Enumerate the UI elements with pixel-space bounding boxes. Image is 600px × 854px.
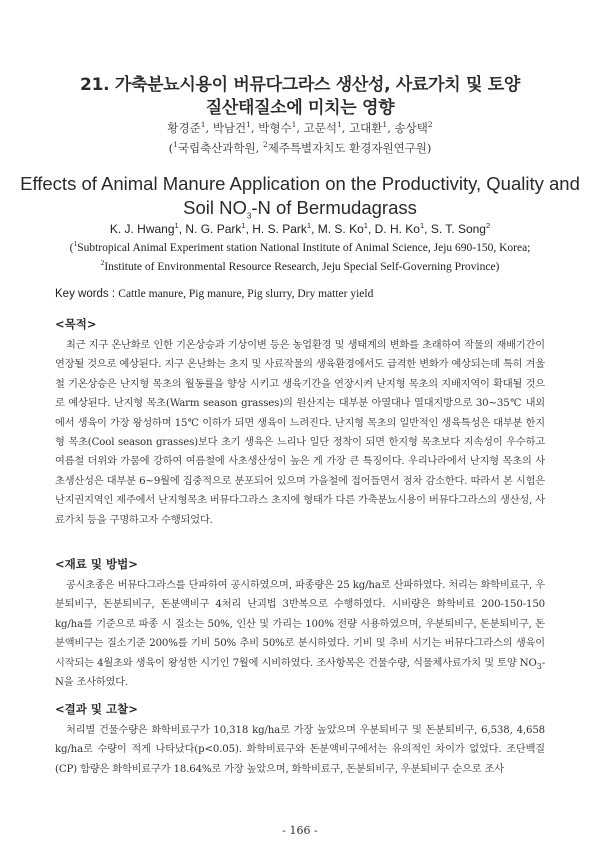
objective-paragraph: 최근 지구 온난화로 인한 기온상승과 기상이변 등은 농업환경 및 생태계의 변화를 초래하여 작물의 재배기간이 연장될 것으로 예상된다. 지구 온난화는 초지 및 사료작물의 생육환경에서도 급격한 변화가 예상되는데 특히 겨울철 기온상승은 난지형 목초의 월동률을 향상 시키고 생육기간을 연장시켜 난지형 목초의 지배지역이 확대될 것으로 예상된다. 난지형 목초(Warm season grasses)의 원산지는 대부분 아열대나 열대지방으로 30~35℃ 내외에서 생육이 가장 왕성하며 15℃ 이하가 되면 생육이 느려진다. 난지형 목초의 일반적인 생육특성은 대부분 한지형 목초(Cool season grasses)보다 초기 생육은 느리나 일단 정착이 되면 한지형 목초보다 지속성이 우수하고 여름철 더위와 가뭄에 강하여 여름철에 사초생산성이 높은 게 가장 큰 특징이다. 우리나라에서 난지형 목초의 사초생산성은 대부분 6~9월에 집중적으로 분포되어 있으며 가을철에 접어들면서 점차 감소한다. 따라서 본 시험은 난지권지역인 제주에서 난지형목초 버뮤다그라스 초지에 형태가 다른 가축분뇨시용이 버뮤다그라스의 생산성, 사료가치 등을 구명하고자 수행되었다. <box>55 340 545 526</box>
english-author: K. J. Hwang <box>109 222 175 236</box>
keywords <box>55 286 373 300</box>
affiliation-marker: 2 <box>427 120 433 130</box>
korean-title-line-2: 질산태질소에 미치는 영향 <box>205 98 395 118</box>
korean-author: 고문석 <box>303 121 337 135</box>
affiliation-marker: 1 <box>200 120 206 130</box>
korean-author: 고대환 <box>349 121 383 135</box>
results-paragraph: 처리별 건물수량은 화학비료구가 10,318 kg/ha로 가장 높았으며 우분퇴비구 및 돈분퇴비구, 6,538, 4,658 kg/ha로 수량이 적게 나타났다(p<0.05). 화학비료구와 돈분액비구에서는 유의적인 차이가 없었다. 조단백질(CP) 함량은 화학비료구가 18.64%로 가장 높았으며, 화학비료구, 돈분퇴비구, 우분퇴비구 순으로 조사 <box>55 725 545 775</box>
korean-author: 박형수 <box>258 121 292 135</box>
objective-heading: <목적> <box>55 317 97 331</box>
english-affiliation-1: ($^1$Subtropical Animal Experiment station National Institute of Animal Science, Jeju 690-150, Korea; <box>69 239 531 254</box>
korean-author: 박남건 <box>212 121 247 135</box>
affiliation-marker: 1 <box>246 120 251 130</box>
affiliation-marker: 1 <box>336 120 342 130</box>
materials-paragraph: 공시초종은 버뮤다그라스를 단파하여 공시하였으며, 파종량은 25 kg/ha로 산파하였다. 처리는 화학비료구, 우분퇴비구, 돈분퇴비구, 돈분액비구 4처리 난괴법 3반복으로 수행하였다. 시비량은 화학비료 200-150-150 kg/ha를 기준으로 파종 시 질소는 50%, 인산 및 가리는 100% 전량 시용하였으며, 우분퇴비구, 돈분퇴비구, 돈분액비구는 질소기준 200%를 기비 50% 추비 50%로 분시하였다. 기비 및 추비 시기는 버뮤다그라스의 생육이 시작되는 4월초와 생육이 왕성한 시기인 7월에 시비하였다. 조사항목은 건물수량, 식물체사료가치 및 토양 $NO_3-N$을 조사하였다. <box>55 580 545 689</box>
korean-affiliation: ($^1$국립축산과학원, $^2$제주특별자치도 환경자원연구원) <box>168 140 432 155</box>
keywords-text: Cattle manure, Pig manure, Pig slurry, Dry matter yield <box>118 288 374 300</box>
materials-heading: <재료 및 방법> <box>55 557 138 571</box>
korean-title-line-1: 21. 가축분뇨시용이 버뮤다그라스 생산성, 사료가치 및 토양 <box>80 75 520 95</box>
affiliation-marker: 1 <box>382 120 388 130</box>
english-author: M. S. Ko <box>317 222 364 236</box>
keywords-label: Key words : <box>55 288 119 300</box>
english-author: H. S. Park <box>252 222 307 236</box>
korean-author: 황경준 <box>167 121 201 135</box>
korean-author: 송상택 <box>394 121 428 135</box>
korean-author-list: 황경준$^1$, 박남건$^1$, 박형수$^1$, 고문석$^1$, 고대환$^1$, 송상택$^2$ <box>167 120 433 135</box>
english-author: N. G. Park <box>185 222 242 236</box>
page-number: - 166 - <box>282 824 318 837</box>
english-author: S. T. Song <box>430 222 486 236</box>
english-author-list: K. J. Hwang$^1$, N. G. Park$^1$, H. S. Park$^1$, M. S. Ko$^1$, D. H. Ko$^1$, S. T. Song$^2$ <box>109 221 491 236</box>
results-heading: <결과 및 고찰> <box>55 702 138 716</box>
english-title-line-2: Soil $NO_3-N$ of Bermudagrass <box>183 197 417 221</box>
english-title-line-1: Effects of Animal Manure Application on the Productivity, Quality and <box>20 173 580 194</box>
english-author: D. H. Ko <box>374 222 420 236</box>
english-affiliation-2: $^2$Institute of Environmental Resource Research, Jeju Special Self-Governing Province) <box>100 258 500 273</box>
affiliation-marker: 1 <box>291 120 297 130</box>
